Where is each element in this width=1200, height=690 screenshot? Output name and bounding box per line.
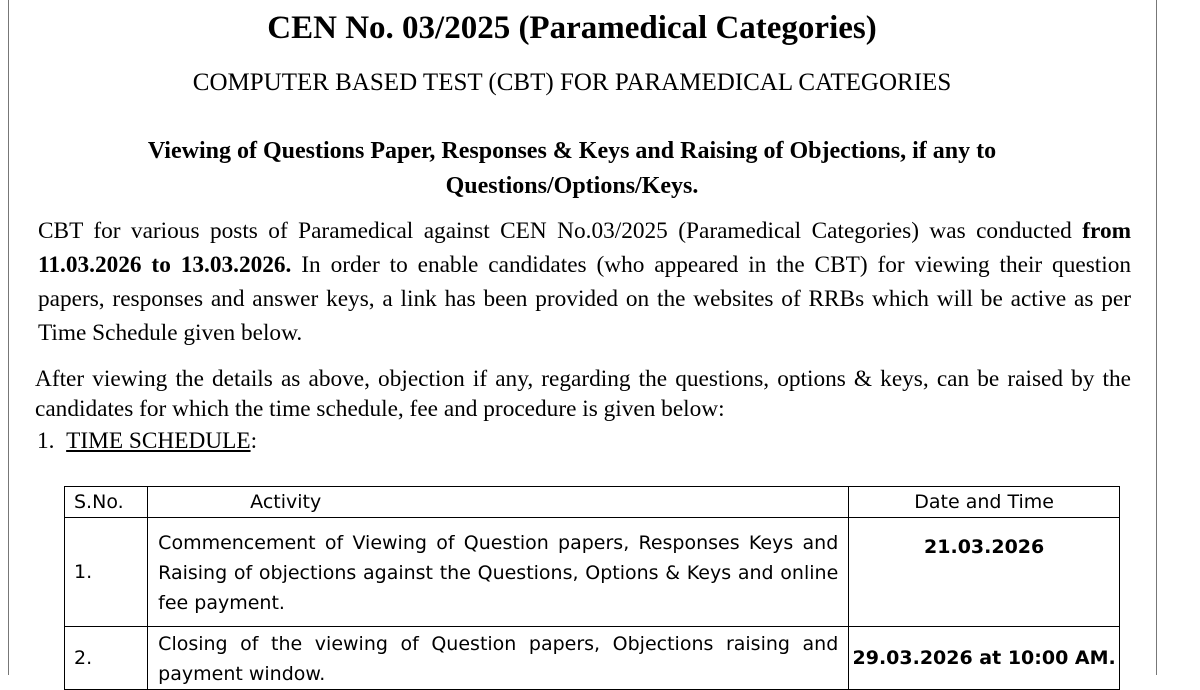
header-date-time: Date and Time [849, 487, 1120, 518]
row-sno: 2. [65, 627, 148, 690]
row-activity: Closing of the viewing of Question papers, Objections raising and payment window. [148, 627, 849, 690]
page-frame [8, 0, 1157, 685]
paragraph1-exam-dates: from 11.03.2026 to 13.03.2026. [38, 218, 1131, 278]
header-sno: S.No. [65, 487, 148, 518]
paragraph1-text-end: In order to enable candidates (who appeared in the CBT) for viewing their question papers, responses and answer keys, a link has been provided on the websites of RRBs which will be active as per Time Schedule given below. [38, 252, 1132, 346]
row-activity: Commencement of Viewing of Question papers, Responses Keys and Raising of objections against the Questions, Options & Keys and online fee payment. [148, 518, 849, 627]
document-title: CEN No. 03/2025 (Paramedical Categories) [267, 10, 877, 46]
table-header-row [65, 487, 1120, 518]
table-row [65, 627, 1120, 690]
section-title: TIME SCHEDULE [66, 428, 251, 454]
notice-heading: Viewing of Questions Paper, Responses & Keys and Raising of Objections, if any to Questions/Options/Keys. [147, 138, 997, 199]
table-row [65, 518, 1120, 627]
time-schedule-table [64, 486, 1120, 690]
paragraph2-text: After viewing the details as above, objection if any, regarding the questions, options & keys, can be raised by the candidates for which the time schedule, fee and procedure is given below: [35, 366, 1131, 422]
row-date: 21.03.2026 [849, 518, 1120, 627]
section-time-schedule [37, 426, 257, 456]
section-suffix: : [250, 428, 258, 454]
row-date: 29.03.2026 at 10:00 AM. [849, 627, 1120, 690]
paragraph-cbt-conducted [38, 214, 1131, 350]
document-subtitle: COMPUTER BASED TEST (CBT) FOR PARAMEDICAL CATEGORIES [192, 69, 952, 96]
paragraph1-text-start: CBT for various posts of Paramedical against CEN No.03/2025 (Paramedical Categories) was conducted [38, 218, 1083, 244]
header-activity: Activity [148, 487, 849, 518]
paragraph-objections [35, 364, 1131, 424]
row-sno: 1. [65, 518, 148, 627]
section-number: 1. [37, 428, 55, 454]
